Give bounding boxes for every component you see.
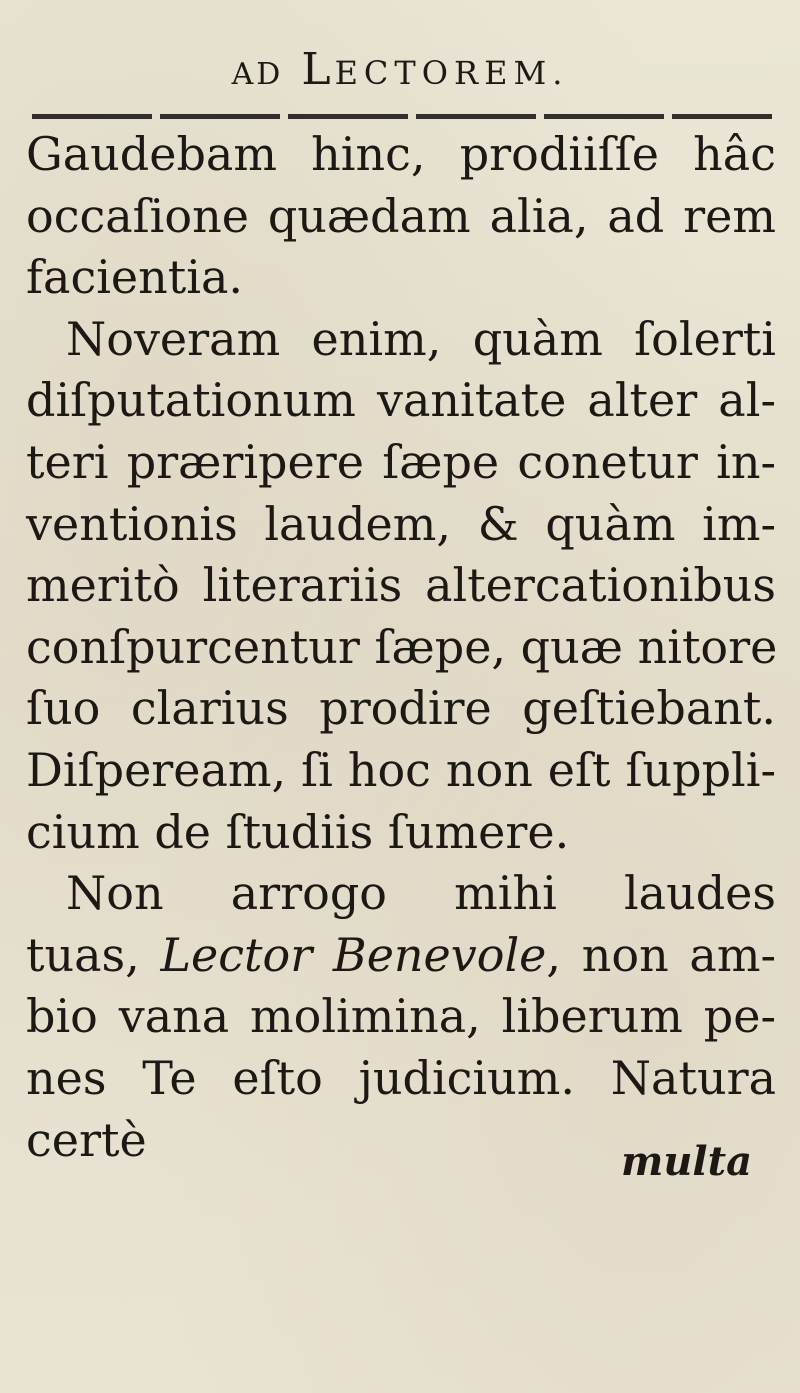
running-head xyxy=(0,44,800,95)
text-line: Noveram enim, quàm ſolerti xyxy=(66,311,776,366)
text-line: bio vana molimina, liberum pe- xyxy=(26,989,776,1044)
text-line: teri præripere ſæpe conetur in- xyxy=(26,434,776,489)
text-line: ventionis laudem, & quàm im- xyxy=(26,496,776,551)
catchword: multa xyxy=(621,1138,752,1185)
running-head-rest: ECTOREM. xyxy=(334,54,569,92)
text-line: facientia. xyxy=(26,250,244,305)
text-line: conſpurcentur ſæpe, quæ nitore xyxy=(26,619,778,674)
text-line: Diſpeream, ſi hoc non eſt ſuppli- xyxy=(26,742,776,797)
header-rule xyxy=(32,114,772,119)
text-line: ſuo clarius prodire geſtiebant. xyxy=(26,681,776,736)
lector-benevole: Lector Benevole xyxy=(160,927,547,982)
running-head-initial: L xyxy=(301,44,335,95)
text-line: diſputationum vanitate alter al- xyxy=(26,373,776,428)
running-head-ad: AD xyxy=(231,57,284,92)
text-line: nes Te eſto judicium. Natura xyxy=(26,1050,776,1105)
text-line: occaſione quædam alia, ad rem xyxy=(26,188,776,243)
text-line: cium de ſtudiis ſumere. xyxy=(26,804,570,859)
tuas-pre: tuas, xyxy=(26,927,161,982)
body-text xyxy=(26,124,776,1171)
text-line: Gaudebam hinc, prodiiſſe hâc xyxy=(26,127,776,181)
text-line: Non arrogo mihi laudes xyxy=(66,866,776,921)
text-line-tuas xyxy=(26,925,776,987)
tuas-post: , non am- xyxy=(546,927,776,982)
text-line: meritò literariis altercationibus xyxy=(26,558,776,613)
text-line: certè xyxy=(26,1112,147,1167)
